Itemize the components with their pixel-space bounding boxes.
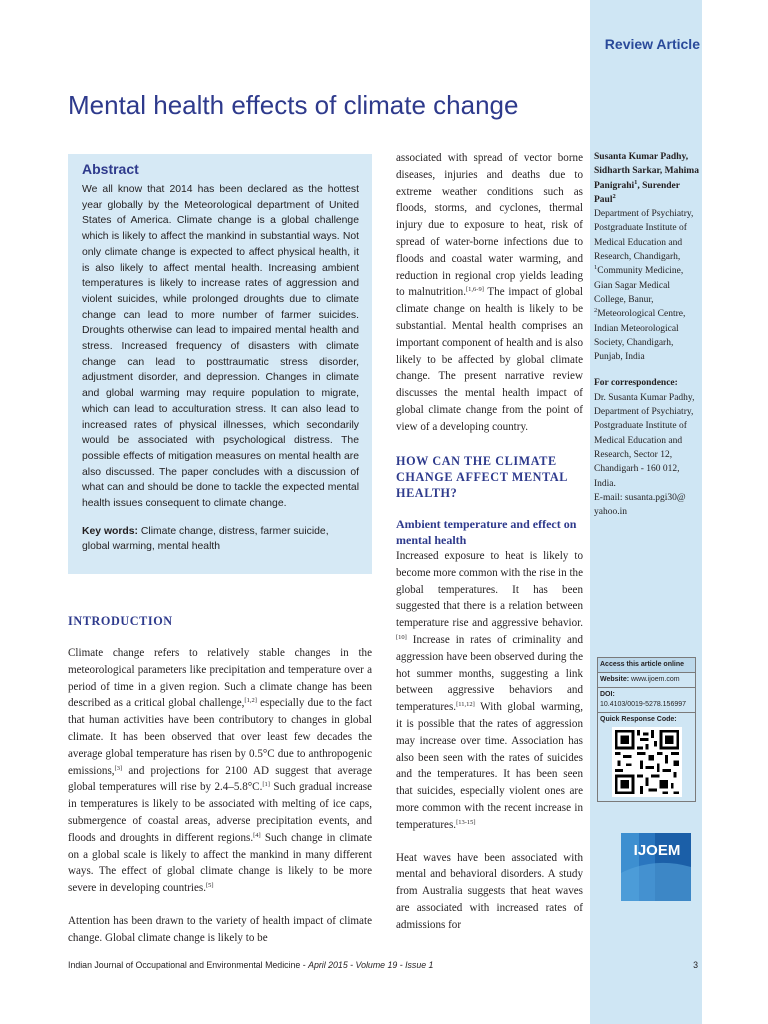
introduction-paragraph-2: Attention has been drawn to the variety of health impact of climate change. Global climate change is likely to be [68,914,372,944]
section-heading: HOW CAN THE CLIMATE CHANGE AFFECT MENTAL HEALTH? [396,454,568,500]
logo-text: IJOEM [633,842,681,859]
text-run: Such change in climate on a global scale is likely to affect the mankind in many different ways. The effect of global climate change is likely to be more severe in developing countries. [68,831,372,895]
ambient-temperature-body [396,548,583,934]
abstract-box [68,154,372,574]
text-run: Climate change refers to relatively stable changes in the meteorological parameters like precipitation and temperature over a period of time in a given region. Such a climate change has been described as a critical global challenge, [68,647,372,710]
text-run: The impact of global climate change on health is likely to be substantial. Mental health comprises an important component of health and is also likely to be affected by global climate change. The present narrative review discusses the mental health impact of global climate change from the point of view of a developing country. [396,286,583,433]
correspondence-address: Dr. Susanta Kumar Padhy, Department of Psychiatry, Postgraduate Institute of Medical Education and Research, Sector 12, Chandigarh - 160 012, India. [594,392,695,489]
author-info [594,150,700,519]
citation: [4] [253,831,261,839]
keywords-list: Climate change, distress, farmer suicide, global warming, mental health [82,525,329,553]
website-row [598,672,695,687]
text-run: , Surender Paul [594,180,680,205]
text-run: Such gradual increase in temperatures is likely to be associated with melting of ice caps, submergence of coastal areas, adverse precipitation events, and floods and droughts in different regions. [68,781,372,844]
introduction-heading: INTRODUCTION [68,614,173,628]
qr-row [598,712,695,801]
text-run: With global warming, it is possible that the rates of aggression may increase over time. Association has also been seen with the rates of suicides and the temperatures. It has been seen that suicides, especially violent ones are more common with the recent increase in temperatures. [396,701,583,831]
middle-paragraph-3: Heat waves have been associated with mental and behavioral disorders. A study from Australia suggests that heat waves are associated with increased rates of admissions for [396,851,583,931]
middle-column-intro [396,150,583,436]
website-link[interactable]: www.ijoem.com [631,676,680,683]
doi-value[interactable]: 10.4103/0019-5278.156997 [600,701,687,708]
affiliation: Department of Psychiatry, Postgraduate Institute of Medical Education and Research, Chandigarh, [594,209,694,263]
journal-logo [617,827,695,907]
affiliation [594,264,700,307]
citation: [13-15] [456,818,476,826]
introduction-paragraph [68,645,372,897]
text-run: Community Medicine, Gian Sagar Medical College, Banur, [594,266,684,305]
keywords-label: Key words: [82,525,139,537]
citation: [3] [114,764,123,772]
journal-name: Indian Journal of Occupational and Environmental Medicine - [68,960,309,970]
qr-code-icon[interactable] [612,727,682,797]
abstract-heading: Abstract [82,161,139,177]
text-run: Susanta Kumar Padhy, Sidharth Sarkar, Mahima Panigrahi [594,152,699,191]
doi-label: DOI: [600,691,615,698]
citation: [10] [396,633,407,641]
citation: [11,12] [456,701,475,709]
middle-paragraph [396,150,583,436]
page-footer [68,960,700,970]
middle-paragraph-2 [396,548,583,834]
citation: [5] [206,882,214,890]
access-online-box [597,657,696,802]
affiliation-mark: 1 [634,178,638,186]
issue-info: April 2015 - Volume 19 - Issue 1 [308,960,434,970]
affiliation-mark: 2 [612,192,616,200]
affiliation-mark: 2 [594,307,598,315]
access-heading: Access this article online [598,658,695,672]
text-run: associated with spread of vector borne diseases, injuries and deaths due to extreme weather conditions such as floods, storms, and cyclones, thermal injury due to exposure to heat, risk of spread of water-borne infections due to floods and coastal water warming, and reduction in regional crop yields leading to malnutrition. [396,152,583,299]
doi-row [598,687,695,712]
subsection-heading: Ambient temperature and effect on mental health [396,517,577,547]
page-number: 3 [693,960,698,970]
text-run: especially due to the fact that human activities have been contributory to changes in global climate. It has been observed that over least few decades the average global temperature has risen by 0.5°C due to anthropogenic emissions, [68,697,373,777]
text-run: Increased exposure to heat is likely to become more common with the rise in the global temperatures. It has been suggested that there is a relation between temperature rise and aggressive behavior. [396,550,584,630]
introduction-body [68,645,372,947]
keywords [82,524,359,555]
article-type-label: Review Article [604,36,700,52]
qr-label: Quick Response Code: [600,716,677,723]
citation: [1,2] [244,697,257,705]
correspondence-label: For correspondence: [594,378,678,389]
website-label: Website: [600,676,630,683]
affiliation [594,307,700,364]
text-run: Meteorological Centre, Indian Meteorological Society, Chandigarh, Punjab, India [594,309,686,363]
text-run: Increase in rates of criminality and aggression have been observed during the hot summer months, suggesting a link between aggressive behaviors and temperatures. [396,633,583,714]
text-run: and projections for 2100 AD suggest that average global temperatures will rise by 2.4–5.8°C. [68,764,372,794]
author-names [594,150,700,207]
article-title: Mental health effects of climate change [68,90,519,120]
correspondence-email[interactable]: E-mail: susanta.pgi30@ yahoo.in [594,492,686,518]
affiliation-mark: 1 [594,264,598,272]
citation: [1,6-9] [465,286,484,294]
citation: [1] [262,781,270,789]
abstract-text: We all know that 2014 has been declared as the hottest year globally by the Meteorological department of United States of America. Climate change is a global challenge which is likely to affect the mankind in substantial ways. Not only climate change is expected to affect physical health, it is also likely to affect mental health. Increasing ambient temperatures is likely to increase rates of aggression and violent suicides, while prolonged droughts due to climate change can lead to more number of farmer suicides. Droughts otherwise can lead to impaired mental health and stress. Increased frequency of disasters with climate change can lead to posttraumatic stress disorder, adjustment disorder, and depression. Changes in climate and global warming may require population to migrate, which can lead to acculturation stress. It can also lead to increased rates of physical illnesses, which secondarily would be associated with psychological distress. The possible effects of mitigation measures on mental health are also discussed. The paper concludes with a discussion of what can and should be done to tackle the expected mental health issues consequent to climate change. [82,184,359,510]
